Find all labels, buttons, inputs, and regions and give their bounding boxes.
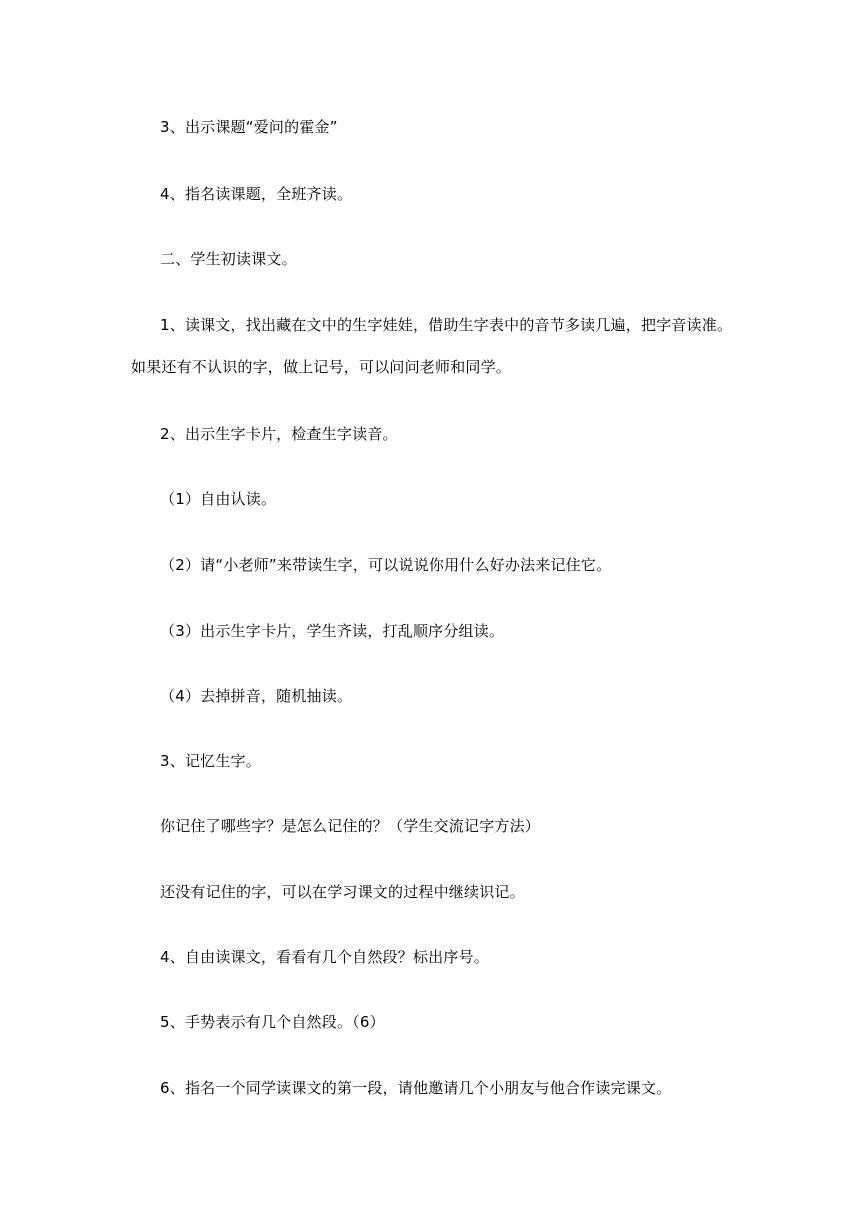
note-continue-learning: 还没有记住的字，可以在学习课文的过程中继续识记。 [160,883,525,901]
step-3-show-title: 3、出示课题“爱问的霍金” [160,118,338,136]
step-1-read-text: 1、读课文，找出藏在文中的生字娃娃，借助生字表中的音节多读几遍，把字音读准。 [160,316,733,334]
step-3-memorize: 3、记忆生字。 [160,752,261,770]
step-2-show-cards: 2、出示生字卡片，检查生字读音。 [160,425,398,443]
sub-step-4: （4）去掉拼音，随机抽读。 [160,687,353,705]
section-2-heading: 二、学生初读课文。 [160,250,297,268]
step-1-read-text-continued: 如果还有不认识的字，做上记号，可以问问老师和同学。 [131,358,512,376]
step-4-read-title: 4、指名读课题，全班齐读。 [160,185,353,203]
step-5-gesture: 5、手势表示有几个自然段。（6） [160,1013,385,1031]
sub-step-3: （3）出示生字卡片，学生齐读，打乱顺序分组读。 [160,622,505,640]
sub-step-1: （1）自由认读。 [160,490,277,508]
question-which-characters: 你记住了哪些字？是怎么记住的？（学生交流记字方法） [160,817,541,835]
sub-step-2: （2）请“小老师”来带读生字，可以说说你用什么好办法来记住它。 [160,556,612,574]
step-6-read-paragraph: 6、指名一个同学读课文的第一段，请他邀请几个小朋友与他合作读完课文。 [160,1079,672,1097]
step-4-free-read: 4、自由读课文，看看有几个自然段？标出序号。 [160,948,489,966]
